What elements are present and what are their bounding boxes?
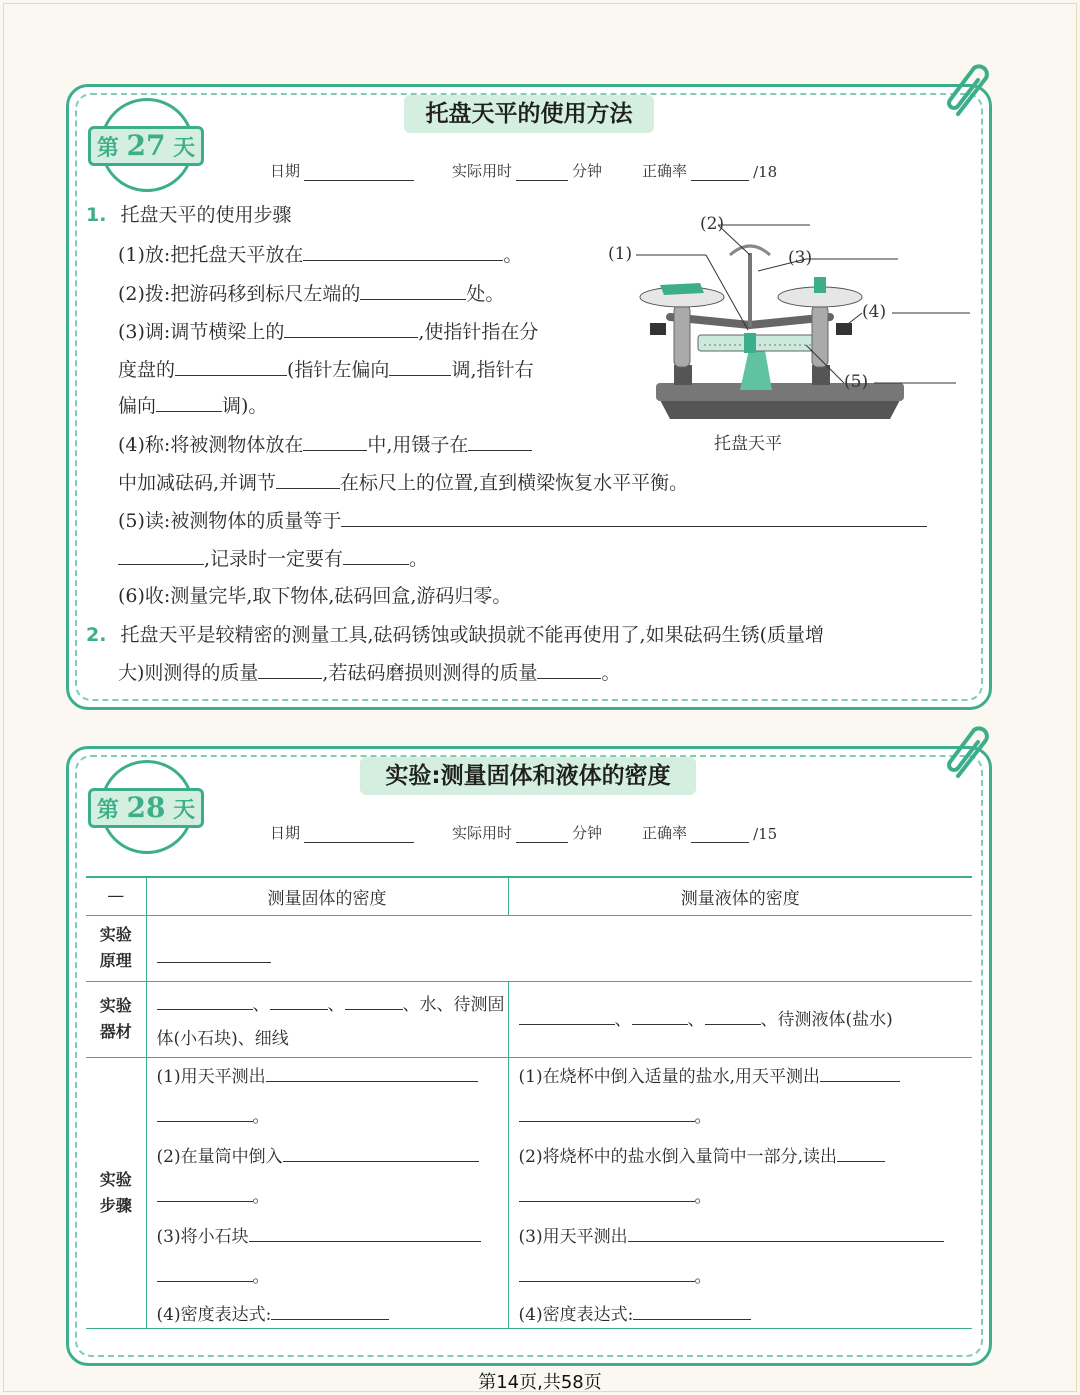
badge-suffix: 天 (173, 135, 196, 161)
q2-text-a: 托盘天平是较精密的测量工具,砝码锈蚀或缺损就不能再使用了,如果砝码生锈(质量增 (120, 624, 824, 646)
row-equipment-line1: 实验 (99, 996, 132, 1015)
step4-blank-a[interactable] (303, 431, 367, 451)
eq-liquid-sep-1: 、 (614, 1010, 632, 1030)
solid-step2-blank2[interactable] (157, 1182, 253, 1202)
badge-prefix: 第 (96, 797, 119, 823)
step3-text-c: 度盘的 (118, 359, 176, 381)
equipment-solid (146, 981, 508, 1057)
fig-label-4: (4) (862, 302, 887, 322)
fig-label-5: (5) (844, 372, 869, 392)
time-blank[interactable] (516, 827, 568, 843)
row-steps-line2: 步骤 (99, 1195, 132, 1215)
step2-end: 处。 (466, 283, 505, 305)
weight (814, 277, 826, 293)
row-steps-head (86, 1057, 146, 1328)
badge-prefix: 第 (96, 135, 119, 161)
q2-text-d: 。 (601, 662, 621, 684)
badge-number: 27 (126, 129, 166, 162)
solid-step2: (2)在量筒中倒入 (156, 1146, 283, 1167)
q2-line-a (86, 622, 824, 648)
step4-blank-b[interactable] (468, 431, 532, 451)
time-unit: 分钟 (572, 162, 603, 180)
table-header-row (86, 877, 972, 915)
paperclip-icon (944, 724, 1000, 784)
right-foot (812, 365, 830, 385)
row-equipment-line2: 器材 (99, 1022, 132, 1041)
eq-solid-blank-2[interactable] (270, 990, 328, 1010)
solid-step1-blank[interactable] (266, 1062, 478, 1082)
step6-text: (6)收:测量完毕,取下物体,砝码回盒,游码归零。 (118, 585, 512, 607)
row-equipment (86, 981, 972, 1057)
steps-liquid (508, 1057, 972, 1328)
solid-step3-blank2[interactable] (157, 1262, 253, 1282)
step4-text-a: (4)称:将被测物体放在 (118, 434, 304, 456)
day28-badge (88, 760, 204, 858)
paperclip-icon (944, 62, 1000, 122)
step3-text-d: (指针左偏向 (287, 359, 390, 381)
step1-blank[interactable] (303, 241, 503, 261)
eq-solid-sep-2: 、 (327, 994, 345, 1015)
step1-line (118, 241, 522, 268)
step3-text-g: 调)。 (222, 395, 268, 417)
equipment-liquid (508, 981, 972, 1057)
period: 。 (252, 1106, 270, 1127)
left-nut (650, 323, 666, 335)
balance-figure (600, 205, 980, 465)
eq-solid-blank-1[interactable] (157, 990, 253, 1010)
q1-title: 托盘天平的使用步骤 (120, 204, 292, 226)
eq-liquid-blank-1[interactable] (519, 1005, 615, 1025)
row-principle-line2: 原理 (99, 951, 132, 970)
liquid-step1: (1)在烧杯中倒入适量的盐水,用天平测出 (518, 1066, 820, 1087)
step4-text-b: 中,用镊子在 (367, 434, 469, 456)
fig-label-2: (2) (700, 214, 725, 234)
step3-blank-d[interactable] (156, 392, 222, 412)
time-blank[interactable] (516, 165, 568, 181)
solid-step1: (1)用天平测出 (156, 1066, 266, 1087)
page-footer: 第14页,共58页 (478, 1372, 602, 1393)
liquid-step3-blank2[interactable] (519, 1262, 695, 1282)
solid-step3-blank[interactable] (249, 1222, 481, 1242)
solid-step3: (3)将小石块 (156, 1226, 249, 1247)
step1-text: (1)放:把托盘天平放在 (118, 244, 304, 266)
day27-meta (270, 160, 777, 181)
solid-step4-blank[interactable] (271, 1300, 389, 1320)
row-steps (86, 1057, 972, 1328)
date-blank[interactable] (304, 165, 414, 181)
badge-suffix: 天 (173, 797, 196, 823)
date-label: 日期 (270, 824, 301, 842)
time-label: 实际用时 (452, 824, 513, 842)
step4-text-c: 中加减砝码,并调节 (118, 472, 277, 494)
liquid-step3-blank[interactable] (628, 1222, 944, 1242)
liquid-step4-blank[interactable] (633, 1300, 751, 1320)
eq-solid-text-c: 、水、待测固 (402, 994, 505, 1015)
step3-blank-b[interactable] (175, 356, 287, 376)
col-liquid: 测量液体的密度 (508, 877, 972, 915)
step4-text-d: 在标尺上的位置,直到横梁恢复水平平衡。 (340, 472, 689, 494)
row-steps-line1: 实验 (99, 1169, 132, 1189)
day28-title: 实验:测量固体和液体的密度 (360, 757, 696, 795)
step2-text: (2)拨:把游码移到标尺左端的 (118, 283, 361, 305)
left-foot (674, 365, 692, 385)
step4-line-a (118, 431, 532, 458)
q2-line-b (118, 659, 620, 686)
liquid-step1-blank[interactable] (820, 1062, 900, 1082)
eq-liquid-blank-3[interactable] (705, 1005, 761, 1025)
accuracy-blank[interactable] (691, 165, 749, 181)
figure-caption: 托盘天平 (714, 434, 782, 454)
solid-step1-blank2[interactable] (157, 1102, 253, 1122)
time-unit: 分钟 (572, 824, 603, 842)
eq-liquid-blank-2[interactable] (632, 1005, 688, 1025)
q1-heading (86, 202, 292, 228)
step5-blank-c[interactable] (343, 545, 409, 565)
q2-text-c: ,若砝码磨损则测得的质量 (322, 662, 538, 684)
right-nut (836, 323, 852, 335)
fig-label-3: (3) (788, 248, 813, 268)
period: 。 (252, 1266, 270, 1287)
steps-solid (146, 1057, 508, 1328)
step3-line-a (118, 318, 538, 345)
step5-blank-b[interactable] (118, 545, 204, 565)
solid-step2-blank[interactable] (283, 1142, 479, 1162)
day27-badge (88, 98, 204, 196)
q1-number: 1. (86, 204, 107, 226)
principle-cell (146, 915, 972, 981)
step5-text-a: (5)读:被测物体的质量等于 (118, 510, 342, 532)
col-solid: 测量固体的密度 (146, 877, 508, 915)
period: 。 (252, 1186, 270, 1207)
density-table (86, 876, 972, 1329)
step3-blank-c[interactable] (389, 356, 451, 376)
step3-text-b: ,使指针指在分 (418, 321, 539, 343)
step5-blank-a[interactable] (341, 507, 927, 527)
accuracy-label: 正确率 (642, 162, 688, 180)
step3-text-a: (3)调:调节横梁上的 (118, 321, 285, 343)
eq-solid-sep-1: 、 (252, 994, 270, 1015)
q2-blank-b[interactable] (537, 659, 601, 679)
table-corner: — (86, 877, 146, 915)
step3-line-c (118, 392, 267, 419)
day28-meta (270, 822, 777, 843)
row-equipment-head (86, 981, 146, 1057)
eq-solid-blank-3[interactable] (345, 990, 403, 1010)
time-label: 实际用时 (452, 162, 513, 180)
period: 。 (694, 1106, 712, 1127)
liquid-step3: (3)用天平测出 (518, 1226, 628, 1247)
eq-liquid-sep-2: 、 (687, 1010, 705, 1030)
object (660, 283, 704, 295)
step5-line-a (118, 507, 927, 534)
liquid-step1-blank2[interactable] (519, 1102, 695, 1122)
step6-line (118, 583, 511, 609)
accuracy-blank[interactable] (691, 827, 749, 843)
fig-label-1: (1) (608, 244, 633, 264)
step4-blank-c[interactable] (276, 469, 340, 489)
day27-title: 托盘天平的使用方法 (404, 95, 654, 133)
step4-line-b (118, 469, 688, 496)
step1-end: 。 (503, 244, 523, 266)
rider (744, 333, 756, 353)
step3-text-e: 调,指针右 (451, 359, 534, 381)
beam-scale (698, 335, 818, 351)
row-principle (86, 915, 972, 981)
step2-line (118, 280, 504, 307)
eq-liquid-text-c: 、待测液体(盐水) (760, 1010, 893, 1030)
liquid-step4: (4)密度表达式: (518, 1304, 634, 1325)
liquid-step2-blank2[interactable] (519, 1182, 695, 1202)
liquid-step2-blank[interactable] (837, 1142, 885, 1162)
row-principle-head (86, 915, 146, 981)
step5-line-b (118, 545, 428, 572)
step3-blank-a[interactable] (284, 318, 418, 338)
principle-blank[interactable] (157, 943, 271, 963)
left-support (674, 305, 690, 367)
balance-base (660, 400, 900, 419)
row-principle-line1: 实验 (99, 925, 132, 944)
badge-label (88, 126, 204, 166)
date-label: 日期 (270, 162, 301, 180)
accuracy-total: /18 (753, 163, 778, 181)
badge-label (88, 788, 204, 828)
badge-number: 28 (126, 791, 166, 824)
right-support (812, 305, 828, 367)
liquid-step2: (2)将烧杯中的盐水倒入量筒中一部分,读出 (518, 1146, 837, 1167)
period: 。 (694, 1266, 712, 1287)
accuracy-total: /15 (753, 825, 778, 843)
date-blank[interactable] (304, 827, 414, 843)
accuracy-label: 正确率 (642, 824, 688, 842)
step3-line-b (118, 356, 533, 383)
q2-number: 2. (86, 624, 107, 646)
step2-blank[interactable] (360, 280, 466, 300)
period: 。 (694, 1186, 712, 1207)
step5-text-c: 。 (409, 548, 429, 570)
eq-solid-text-d: 体(小石块)、细线 (156, 1028, 289, 1049)
step3-text-f: 偏向 (118, 395, 157, 417)
q2-text-b: 大)则测得的质量 (118, 662, 259, 684)
step5-text-b: ,记录时一定要有 (204, 548, 344, 570)
q2-blank-a[interactable] (258, 659, 322, 679)
solid-step4: (4)密度表达式: (156, 1304, 272, 1325)
